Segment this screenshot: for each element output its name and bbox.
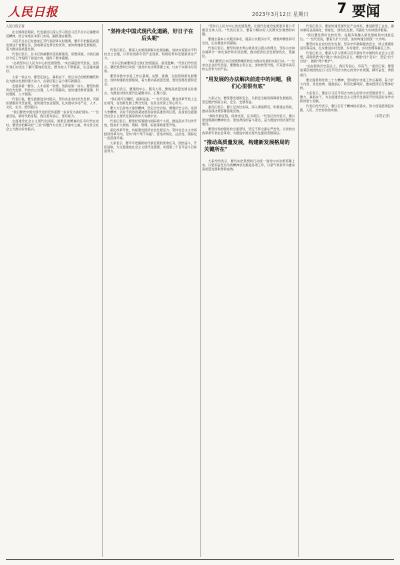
subheadline: "坚持走中国式现代化道路，好日子在后头呢" xyxy=(107,29,194,42)
paragraph: "我们要把中国式现代化的宏伟蓝图一步步变为美好现实。"一位委员说，新时代新征程，我们更有信心、更有能力。 xyxy=(6,109,99,118)
paragraph: 大家一致认为，要坚定信心、真抓实干，把总书记的殷殷嘱托转化为推动发展的强大动力，在新征程上奋力谱写新篇章。 xyxy=(6,74,99,83)
paragraph: "总书记的重要讲话让我们倍感振奋、备受鼓舞。"代表们纷纷表示，要把思想和行动统一到党中央决策部署上来，以实干实绩书写答卷。 xyxy=(104,61,197,74)
column-2 xyxy=(104,24,197,557)
paragraph: 要坚持农业农村优先发展，坚决守牢确保粮食安全、防止规模性返贫等底线，扎实推进乡村发展、乡村建设、乡村治理等重点工作。 xyxy=(300,42,394,51)
byline: （本报记者） xyxy=(372,113,392,118)
paragraph: 代表们表示，要深入学习贯彻习近平新时代中国特色社会主义思想，深刻领悟"两个确立"的决定性意义，增强"四个意识"、坚定"四个自信"、做到"两个维护"。 xyxy=(300,51,394,64)
paragraph: "新时代新征程，使命光荣、任务艰巨。"代表们纷纷表示，要以更加饱满的精神状态、更加昂扬的奋斗姿态，奋力推进中国式现代化建设。 xyxy=(202,113,295,126)
paragraph: 要坚持稳中求进工作总基调，完整、准确、全面贯彻新发展理念，加快构建新发展格局，着力推动高质量发展，更好统筹发展和安全。 xyxy=(104,74,197,87)
paragraph: 人民日报记者 xyxy=(6,24,25,28)
paragraph: 要全面贯彻党的二十大精神，坚持稳中求进工作总基调，着力扩大内需、优化结构、提振信心、防范化解风险，推动经济运行整体好转。 xyxy=(300,77,394,90)
paragraph: 代表们表示，要坚持绿水青山就是金山银山的理念，坚持山水林田湖草沙一体化保护和系统治理，推动经济社会发展绿色化、低碳化。 xyxy=(202,46,295,59)
paragraph: 代表们说，要全面推进乡村振兴，坚持农业农村优先发展，巩固拓展脱贫攻坚成果，加快建设农业强国，扎实推动乡村产业、人才、文化、生态、组织振兴。 xyxy=(6,96,99,109)
column-1 xyxy=(6,24,99,557)
paragraph: 全面建设社会主义现代化国家，最艰巨最繁重的任务仍然在农村。要坚持把解决好"三农"问题作为全党工作重中之重，举全党全社会之力推动乡村振兴。 xyxy=(6,118,99,132)
paragraph: 大家表示，要牢牢把握新时代新征程的使命任务，团结奋斗，开拓进取，为全面建成社会主义现代化强国、实现第二个百年奋斗目标而努力。 xyxy=(104,140,197,154)
page-number: 7 xyxy=(337,1,347,17)
paragraph: "我们要发挥好比较优势，在服务和融入新发展格局中找准定位。"一位代表说，要着力扩大内需，加快构建全国统一大市场。 xyxy=(300,33,394,42)
paragraph: 习近平总书记在参加江苏代表团审议时强调，要牢牢把握高质量发展这个首要任务，因地制宜发挥比较优势，加快构建新发展格局，着力推动高质量发展。 xyxy=(6,39,99,52)
paragraph: 委员们表示，要围绕中心、服务大局，聚焦高质量发展议政建言，为推进中国式现代化凝聚共识、汇聚力量。 xyxy=(104,87,197,96)
paragraph: 在全国两会期间，代表委员们深入学习领会习近平总书记重要讲话精神，结合本地区本部门实际，踊跃建言献策。 xyxy=(6,30,99,39)
section-title: 要闻 xyxy=(352,4,380,20)
column-3 xyxy=(202,24,295,557)
paragraph: 发展是第一要务，人才是第一资源，创新是第一动力。要坚持教育优先发展、科技自立自强、人才引领驱动，加快建设教育强国、科技强国、人才强国。 xyxy=(6,83,99,96)
paragraph: 代表们表示，要更好统筹国内国际两个大局，推进高水平对外开放，稳步扩大规则、规制、管理、标准等制度型开放。 xyxy=(104,118,197,127)
paragraph: "我们要把总书记的殷殷嘱托转化为推动发展的实际行动。"一位来自企业的代表说，要聚焦主责主业，加快转型升级，打造更多具有核心竞争力的产品。 xyxy=(202,59,295,72)
paragraph: 代表们表示，总书记的重要讲话高屋建瓴、思想深邃，为我们做好今后工作指明了前进方向、提供了根本遵循。 xyxy=(6,52,99,61)
column-divider xyxy=(102,24,103,557)
paragraph: 代表们表示，要深入实施创新驱动发展战略，加快实现高水平科技自立自强，以科技创新引领产业创新，积极培育和发展新质生产力。 xyxy=(104,48,197,61)
header-rule xyxy=(6,21,394,22)
paragraph: 要坚持和加强党的全面领导，坚定不移全面从严治党，以党的自我革命引领社会革命，为推进中国式现代化提供坚强保证。 xyxy=(202,126,295,135)
subheadline: "推动高质量发展，构建新发展格局的关键所在" xyxy=(204,139,290,153)
paragraph: 委员们表示，要立足岗位实际，深入调查研究，积极建言资政，推动各项决策部署落地见效。 xyxy=(202,104,295,113)
paragraph: "必须坚持以人民为中心的发展思想。"来自基层的代表说，这些年我们村发生了翻天覆地的变化，群众收入不断提高，生活越来越好。 xyxy=(6,61,99,74)
paragraph: 大家纷纷表示，要切实把思想和行动统一到党中央决策部署上来，以更加奋发有为的精神状态推进各项工作，以新气象新作为推动高质量发展取得新成效。 xyxy=(202,158,295,172)
column-divider xyxy=(200,24,201,557)
paragraph: 要健全基本公共服务体系，提高公共服务水平，增强均衡性和可及性，扎实推进共同富裕。 xyxy=(202,37,295,46)
paragraph: 大家认为，要统筹发展和安全，以新安全格局保障新发展格局，坚定维护国家主权、安全、发展利益。 xyxy=(202,95,295,104)
paragraph: "站在新的历史起点上，我们有信心、有底气。"委员们说，要更加紧密地团结在以习近平同志为核心的党中央周围，踔厉奋发、勇毅前行。 xyxy=(300,64,394,77)
masthead-logo: 人民日报 xyxy=(8,5,59,19)
column-divider xyxy=(298,24,299,557)
footer-rule xyxy=(6,559,394,560)
paragraph: 代表们纷纷表示，要以钉钉子精神抓好落实，努力创造经得起实践、人民、历史检验的实绩。 xyxy=(300,103,394,112)
paragraph: "我们将牢记嘱托，砥砺奋进。"一位代表说，要在改革开放上走在前列，在创新发展上勇当先锋，在民生改善上用心用力。 xyxy=(104,96,197,105)
paragraph: 代表们表示，要加快建设现代化产业体系，推进新型工业化，推动制造业高端化、智能化、绿色化发展，巩固壮大实体经济根基。 xyxy=(300,24,394,33)
subheadline: "用发展的办法解决前进中的问题，我们心里很有底" xyxy=(205,76,292,90)
dateline: 2023年3月12日 星期日 xyxy=(252,12,309,18)
paragraph: 要大力弘扬伟大建党精神，坚定历史自信，增强历史主动，发扬斗争精神，以时不我待的紧迫感和舍我其谁的责任感，投身到全面建设社会主义现代化国家的伟大实践中去。 xyxy=(104,105,197,118)
column-4 xyxy=(300,24,394,557)
paragraph: 深化改革开放，持续激发经济社会发展活力。坚持社会主义市场经济改革方向，坚持"两个毫不动摇"，营造市场化、法治化、国际化一流营商环境。 xyxy=(104,127,197,140)
paragraph: "坚持以人民为中心的发展思想，让现代化建设成果更多更公平惠及全体人民。"代表们表示，要着力解决好人民群众急难愁盼问题。 xyxy=(202,24,295,37)
paragraph: 大家表示，要在以习近平同志为核心的党中央坚强领导下，凝心聚力、真抓实干，为全面建设社会主义现代化国家开好局起好步作出新的更大贡献。 xyxy=(300,90,394,103)
